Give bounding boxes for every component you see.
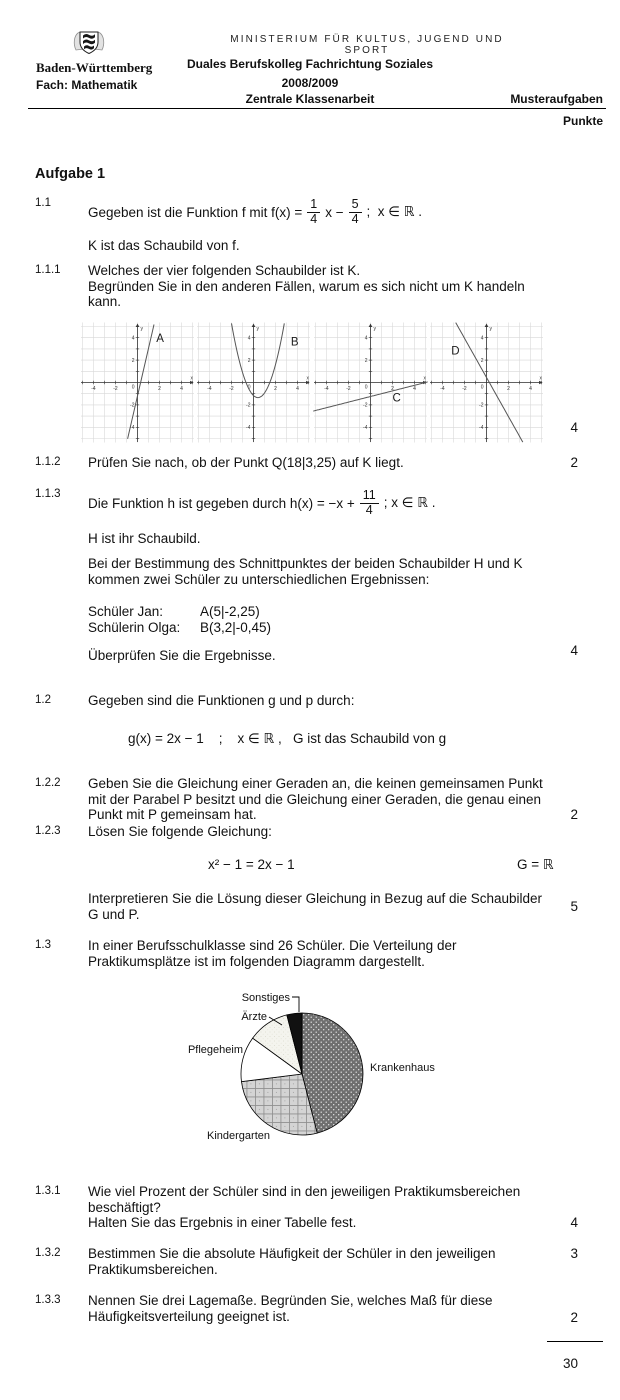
svg-text:2: 2 (391, 386, 394, 392)
pie-label-pflegeheim: Pflegeheim (187, 1044, 243, 1056)
svg-text:-4: -4 (130, 425, 135, 432)
svg-text:2: 2 (480, 357, 484, 364)
svg-text:4: 4 (529, 386, 532, 392)
svg-text:2: 2 (507, 386, 510, 392)
svg-text:4: 4 (247, 335, 251, 342)
exam-type: Zentrale Klassenarbeit (245, 92, 375, 106)
svg-text:-4: -4 (207, 386, 212, 392)
function-h-formula (88, 486, 435, 520)
task-1-1-1-text: Welches der vier folgenden Schaubilder ist K. Begründen Sie in den anderen Fällen, warum es sich nicht um K handeln kann. (88, 263, 525, 309)
task-number-1-3: 1.3 (35, 939, 51, 951)
pie-label-aerzte: Ärzte (241, 1011, 267, 1023)
graph-label-b: B (290, 336, 299, 349)
task-1-1-line2: K ist das Schaubild von f. (88, 238, 240, 253)
svg-text:y: y (140, 326, 143, 332)
pie-label-sonstiges: Sonstiges (241, 992, 290, 1004)
svg-text:y: y (256, 326, 259, 332)
points-value-1-2-2: 2 (570, 807, 578, 822)
task-1-3-text: In einer Berufsschulklasse sind 26 Schüler. Die Verteilung der Praktikumsplätze ist im folgenden Diagramm dargestellt. (88, 938, 457, 969)
task-number-1-1-2: 1.1.2 (35, 456, 61, 468)
leader-line-sonstiges (292, 997, 299, 1012)
task-number-1-2: 1.2 (35, 694, 51, 706)
task-number-1-3-3: 1.3.3 (35, 1294, 61, 1306)
svg-text:-4: -4 (324, 386, 329, 392)
points-value-1-1-3: 4 (570, 643, 578, 658)
domain-label: G = ℝ (517, 857, 554, 872)
svg-text:-2: -2 (130, 402, 135, 409)
task-number-1-1-3: 1.1.3 (35, 488, 61, 500)
svg-text:0: 0 (131, 384, 135, 391)
program-title: Duales Berufskolleg Fachrichtung Soziales (186, 57, 434, 71)
total-points-divider (547, 1341, 603, 1342)
pie-label-krankenhaus: Krankenhaus (370, 1062, 435, 1074)
task-1-3-1-text: Wie viel Prozent der Schüler sind in den jeweiligen Praktikumsbereichen beschäftigt? Halten Sie das Ergebnis in einer Tabelle fest. (88, 1184, 521, 1230)
task-number-1-3-1: 1.3.1 (35, 1185, 61, 1197)
svg-text:2: 2 (131, 357, 135, 364)
formula-text: Die Funktion h ist gegeben durch (88, 495, 290, 511)
points-value-1-1-2: 2 (570, 455, 578, 470)
formula-text: ; x ∈ ℝ . (366, 204, 422, 219)
task-1-1-2-text: Prüfen Sie nach, ob der Punkt Q(18|3,25) auf K liegt. (88, 455, 404, 470)
baden-wuerttemberg-coat-of-arms (72, 29, 106, 58)
svg-text:-2: -2 (462, 386, 467, 392)
fraction-5-4: $\frac{5}{4}$ (349, 198, 362, 226)
formula-text: Gegeben ist die Funktion f mit (88, 204, 272, 220)
task-number-1-1-1: 1.1.1 (35, 264, 61, 276)
svg-text:2: 2 (274, 386, 277, 392)
task-1-2-3-text: Interpretieren Sie die Lösung dieser Gleichung in Bezug auf die Schaubilder G und P. (88, 891, 543, 922)
task-number-1-2-2: 1.2.2 (35, 777, 61, 789)
svg-text:4: 4 (480, 335, 484, 342)
graph-label-c: C (392, 392, 401, 405)
svg-text:x: x (423, 375, 426, 382)
svg-text:4: 4 (364, 335, 368, 342)
svg-text:-4: -4 (440, 386, 445, 392)
svg-text:x: x (190, 375, 193, 382)
ministry-title: MINISTERIUM FÜR KULTUS, JUGEND UND SPORT (230, 34, 504, 56)
student-jan-result: A(5|-2,25) (200, 604, 260, 619)
svg-text:y: y (373, 326, 376, 332)
function-f-formula (88, 195, 422, 229)
svg-text:-4: -4 (91, 386, 96, 392)
svg-text:2: 2 (364, 357, 368, 364)
task-1-2-3-intro: Lösen Sie folgende Gleichung: (88, 824, 272, 839)
task-1-3-3-text: Nennen Sie drei Lagemaße. Begründen Sie, welches Maß für diese Häufigkeitsverteilung geeignet ist. (88, 1293, 493, 1324)
student-olga-result: B(3,2|-0,45) (200, 620, 272, 635)
graph-panel-c (313, 322, 428, 443)
task-1-1-3-line2: H ist ihr Schaubild. (88, 531, 201, 546)
svg-text:x: x (539, 375, 542, 382)
graph-panel-a (80, 322, 195, 443)
points-value-1-3-2: 3 (570, 1246, 578, 1261)
svg-text:-2: -2 (229, 386, 234, 392)
svg-text:4: 4 (131, 335, 135, 342)
total-points-value: 30 (562, 1356, 578, 1371)
school-year: 2008/2009 (281, 76, 339, 90)
formula-text: f(x) = (271, 204, 303, 220)
svg-text:4: 4 (180, 386, 183, 392)
subject-label: Fach: Mathematik (36, 78, 138, 92)
graph-label-a: A (156, 333, 164, 346)
task-1-1-3-final: Überprüfen Sie die Ergebnisse. (88, 648, 276, 663)
svg-text:-4: -4 (363, 425, 368, 432)
task-number-1-3-2: 1.3.2 (35, 1247, 61, 1259)
formula-text: h(x) = −x + (289, 495, 355, 511)
task-1-3-2-text: Bestimmen Sie die absolute Häufigkeit der Schüler in den jeweiligen Praktikumsbereichen. (88, 1246, 496, 1277)
svg-text:-2: -2 (363, 402, 368, 409)
svg-text:0: 0 (247, 384, 251, 391)
equation: x² − 1 = 2x − 1 (208, 857, 295, 872)
svg-text:4: 4 (413, 386, 416, 392)
pie-label-kindergarten: Kindergarten (207, 1130, 270, 1142)
graph-panel-d (429, 322, 544, 443)
svg-text:-2: -2 (346, 386, 351, 392)
fraction-1-4: $\frac{1}{4}$ (307, 198, 320, 226)
points-column-header: Punkte (562, 114, 603, 128)
function-g-formula: g(x) = 2x − 1 ; x ∈ ℝ , G ist das Schaubild von g (128, 731, 447, 746)
pie-chart-praktikumsplaetze (170, 986, 506, 1158)
svg-text:4: 4 (296, 386, 299, 392)
svg-text:y: y (489, 326, 492, 332)
header-divider (28, 108, 606, 109)
formula-text: ; x ∈ ℝ . (383, 495, 436, 510)
pie-slices (241, 1013, 363, 1135)
task-number-1-2-3: 1.2.3 (35, 825, 61, 837)
task-number-1-1: 1.1 (35, 197, 51, 209)
formula-text: x − (325, 204, 344, 220)
svg-text:x: x (306, 375, 309, 382)
svg-text:-2: -2 (113, 386, 118, 392)
student-olga-label: Schülerin Olga: (88, 620, 181, 635)
points-value-1-3-3: 2 (570, 1310, 578, 1325)
svg-text:2: 2 (158, 386, 161, 392)
task-1-2-2-text: Geben Sie die Gleichung einer Geraden an, die keinen gemeinsamen Punkt mit der Parabel P besitzt und die Gleichung einer Geraden, die genau einen Punkt mit P gemeinsam hat. (88, 776, 543, 822)
graph-label-d: D (451, 345, 460, 358)
svg-text:2: 2 (247, 357, 251, 364)
student-jan-label: Schüler Jan: (88, 604, 164, 619)
graph-panel-b (196, 322, 311, 443)
doc-type: Musteraufgaben (510, 92, 603, 106)
svg-text:-2: -2 (479, 402, 484, 409)
svg-text:-4: -4 (479, 425, 484, 432)
points-value-1-3-1: 4 (570, 1215, 578, 1230)
points-value-1-1-1: 4 (570, 420, 578, 435)
task-title: Aufgabe 1 (35, 166, 106, 182)
svg-text:-2: -2 (246, 402, 251, 409)
fraction-11-4: $\frac{11}{4}$ (360, 489, 379, 517)
svg-text:0: 0 (480, 384, 484, 391)
task-1-2-text: Gegeben sind die Funktionen g und p durch: (88, 693, 355, 708)
region-label: Baden-Württemberg (36, 60, 153, 75)
points-value-1-2-3: 5 (570, 899, 578, 914)
task-1-1-3-paragraph: Bei der Bestimmung des Schnittpunktes der beiden Schaubilder H und K kommen zwei Schüler zu unterschiedlichen Ergebnissen: (88, 556, 523, 587)
svg-text:0: 0 (364, 384, 368, 391)
svg-text:-4: -4 (246, 425, 251, 432)
